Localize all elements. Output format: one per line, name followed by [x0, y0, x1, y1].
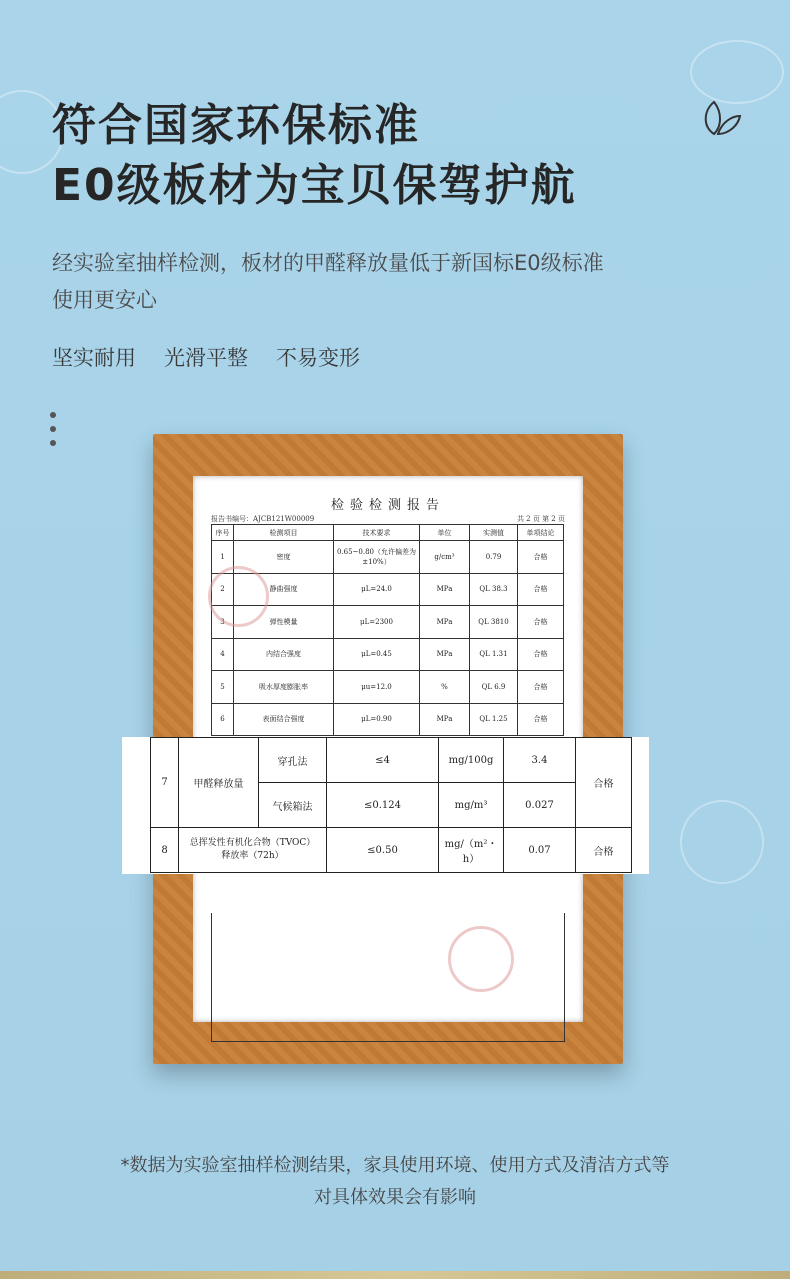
row-requirement: μL=2300 — [334, 606, 420, 639]
inspection-stamp-icon — [208, 566, 269, 627]
footnote-line2: 对具体效果会有影响 — [314, 1187, 476, 1208]
row-value: QL 6.9 — [470, 671, 518, 704]
row-value: QL 3810 — [470, 606, 518, 639]
footnote-line1: *数据为实验室抽样检测结果，家具使用环境、使用方式及清洁方式等 — [120, 1155, 670, 1176]
row-result: 合格 — [518, 606, 564, 639]
row-value: 3.4 — [504, 738, 576, 783]
row-number: 7 — [151, 738, 179, 828]
description-line2: 使用更安心 — [52, 288, 157, 312]
report-number: 报告书编号：AJCB121W00009 — [211, 515, 315, 523]
table-header: 检测项目 — [234, 525, 334, 541]
row-requirement: ≤0.124 — [327, 783, 439, 828]
row-requirement: μL=0.90 — [334, 703, 420, 736]
row-result: 合格 — [518, 541, 564, 574]
vertical-dots-icon — [50, 412, 56, 454]
table-row — [212, 541, 564, 574]
report-title: 检验检测报告 — [330, 498, 445, 513]
row-item: 甲醛释放量 — [179, 738, 259, 828]
row-item — [179, 828, 327, 873]
table-row — [151, 738, 632, 783]
report-page: 共 2 页 第 2 页 — [516, 515, 565, 523]
row-requirement: μL=24.0 — [334, 573, 420, 606]
feature-list — [52, 342, 360, 372]
row-result: 合格 — [518, 573, 564, 606]
page-title-line2: E0级板材为宝贝保驾护航 — [52, 160, 577, 211]
row-value: QL 1.25 — [470, 703, 518, 736]
row-unit: MPa — [420, 573, 470, 606]
table-header: 技术要求 — [334, 525, 420, 541]
report-table — [211, 524, 564, 736]
row-number: 1 — [212, 541, 234, 574]
zoomed-table-excerpt — [122, 737, 649, 874]
row-item: 静曲强度 — [234, 573, 334, 606]
row-result: 合格 — [518, 671, 564, 704]
test-method: 气候箱法 — [259, 783, 327, 828]
page-title-line1: 符合国家环保标准 — [52, 100, 420, 151]
leaf-icon — [700, 100, 742, 136]
table-row — [151, 828, 632, 873]
description-line1: 经实验室抽样检测，板材的甲醛释放量低于新国标E0级标准 — [52, 251, 604, 275]
row-requirement: μu=12.0 — [334, 671, 420, 704]
table-row — [212, 671, 564, 704]
row-unit: MPa — [420, 703, 470, 736]
row-requirement: 0.65~0.80（允许偏差为±10%） — [334, 541, 420, 574]
row-unit: % — [420, 671, 470, 704]
row-result: 合格 — [518, 638, 564, 671]
row-number: 4 — [212, 638, 234, 671]
row-number: 8 — [151, 828, 179, 873]
row-result: 合格 — [576, 738, 632, 828]
feature-item: 坚实耐用 — [52, 346, 136, 370]
row-unit: g/cm³ — [420, 541, 470, 574]
table-header: 实测值 — [470, 525, 518, 541]
table-header: 序号 — [212, 525, 234, 541]
row-value: QL 1.31 — [470, 638, 518, 671]
table-row — [212, 703, 564, 736]
row-number: 3 — [212, 606, 234, 639]
row-result: 合格 — [518, 703, 564, 736]
formaldehyde-table — [150, 737, 632, 873]
row-requirement: ≤4 — [327, 738, 439, 783]
row-unit: mg/（m²・h） — [439, 828, 504, 873]
row-requirement: μL=0.45 — [334, 638, 420, 671]
test-method: 穿孔法 — [259, 738, 327, 783]
row-item: 内结合强度 — [234, 638, 334, 671]
row-value: 0.79 — [470, 541, 518, 574]
table-row — [212, 638, 564, 671]
row-value: 0.027 — [504, 783, 576, 828]
background-apple-outline — [680, 800, 764, 884]
report-blank-area — [211, 913, 565, 1042]
row-unit: MPa — [420, 606, 470, 639]
row-item: 密度 — [234, 541, 334, 574]
bottom-divider — [0, 1271, 790, 1279]
row-value: 0.07 — [504, 828, 576, 873]
row-requirement: ≤0.50 — [327, 828, 439, 873]
row-unit: MPa — [420, 638, 470, 671]
feature-item: 光滑平整 — [164, 346, 248, 370]
row-item: 吸水厚度膨胀率 — [234, 671, 334, 704]
footnote — [0, 1150, 790, 1214]
inspection-stamp-icon — [448, 926, 514, 992]
table-header: 单项结论 — [518, 525, 564, 541]
row-value: QL 38.3 — [470, 573, 518, 606]
background-cloud-outline — [690, 40, 784, 104]
row-item-line1: 总挥发性有机化合物（TVOC） — [189, 838, 316, 848]
row-number: 2 — [212, 573, 234, 606]
row-unit: mg/m³ — [439, 783, 504, 828]
row-result: 合格 — [576, 828, 632, 873]
row-item-line2: 释放率（72h） — [221, 851, 284, 861]
row-number: 6 — [212, 703, 234, 736]
row-item: 弹性模量 — [234, 606, 334, 639]
row-item: 表面结合强度 — [234, 703, 334, 736]
row-number: 5 — [212, 671, 234, 704]
feature-item: 不易变形 — [276, 346, 360, 370]
table-header: 单位 — [420, 525, 470, 541]
row-unit: mg/100g — [439, 738, 504, 783]
